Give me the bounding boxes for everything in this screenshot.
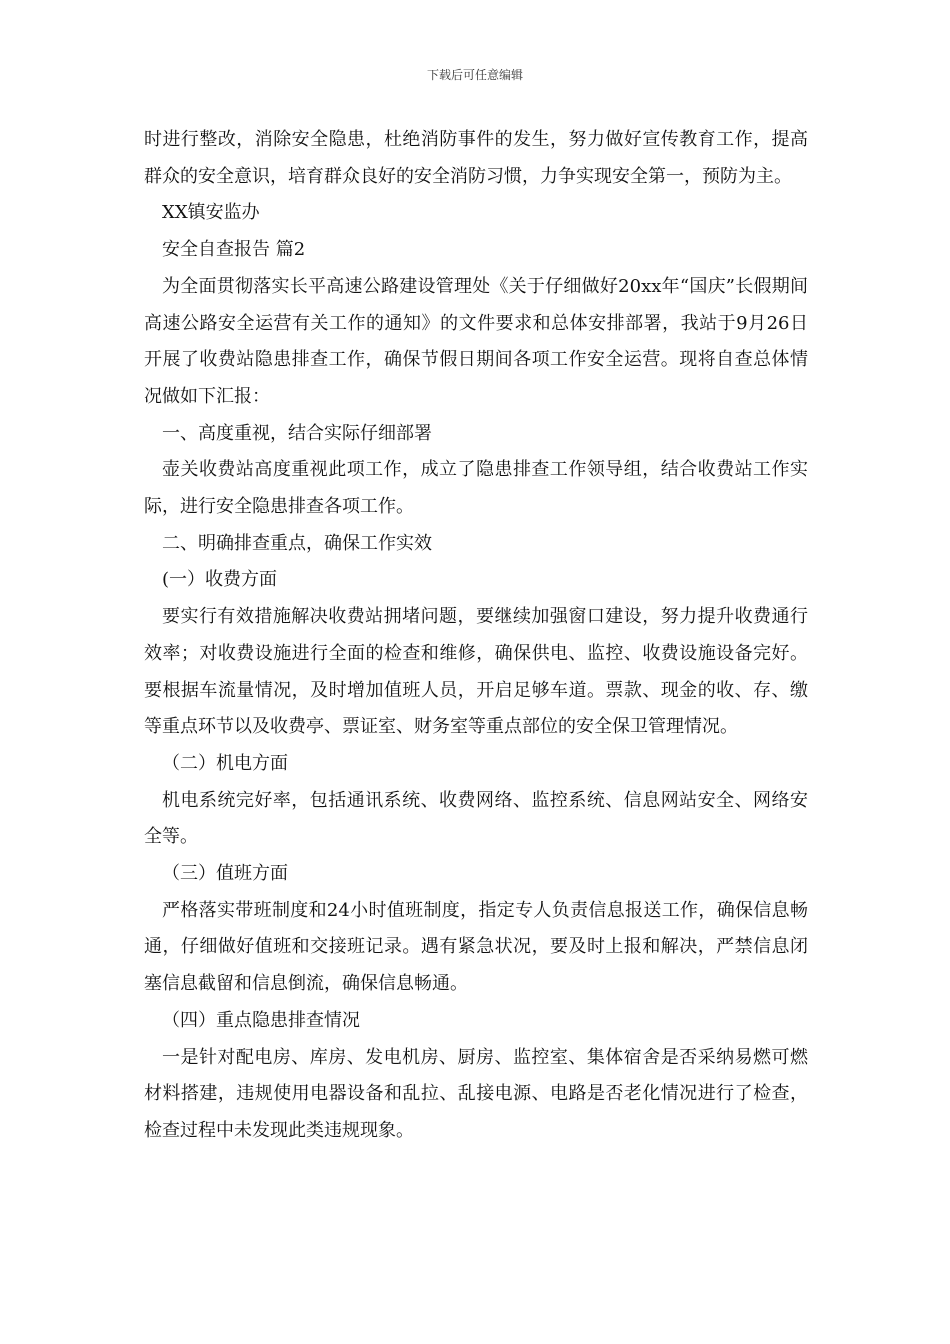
paragraph-intro: 为全面贯彻落实长平高速公路建设管理处《关于仔细做好20xx年“国庆”长假期间高速公路安全运营有关工作的通知》的文件要求和总体安排部署，我站于9月26日开展了收费站隐患排查工作，确保节假日期间各项工作安全运营。现将自查总体情况做如下汇报： — [144, 275, 808, 407]
paragraph: 壶关收费站高度重视此项工作，成立了隐患排查工作领导组，结合收费站工作实际，进行安全隐患排查各项工作。 — [144, 459, 808, 518]
paragraph: 要实行有效措施解决收费站拥堵问题，要继续加强窗口建设，努力提升收费通行效率；对收费设施进行全面的检查和维修，确保供电、监控、收费设施设备完好。要根据车流量情况，及时增加值班人员，开启足够车道。票款、现金的收、存、缴等重点环节以及收费亭、票证室、财务室等重点部位的安全保卫管理情况。 — [144, 606, 808, 738]
subheading-duty: （三）值班方面 — [162, 863, 288, 885]
page-header: 下载后可任意编辑 — [426, 68, 523, 82]
subheading-toll: (一）收费方面 — [162, 569, 278, 591]
paragraph: 机电系统完好率，包括通讯系统、收费网络、监控系统、信息网站安全、网络安全等。 — [144, 789, 808, 848]
document-body — [144, 122, 808, 1150]
signature-line: XX镇安监办 — [162, 202, 260, 224]
heading-2: 二、明确排查重点，确保工作实效 — [162, 532, 432, 554]
paragraph: 一是针对配电房、库房、发电机房、厨房、监控室、集体宿舍是否采纳易燃可燃材料搭建，违规使用电器设备和乱拉、乱接电源、电路是否老化情况进行了检查，检查过程中未发现此类违规现象。 — [144, 1046, 808, 1141]
paragraph-continuation: 时进行整改，消除安全隐患，杜绝消防事件的发生，努力做好宣传教育工作，提高群众的安全意识，培育群众良好的安全消防习惯，力争实现安全第一，预防为主。 — [144, 129, 808, 187]
section-title: 安全自查报告 篇2 — [162, 239, 306, 261]
subheading-electromechanical: （二）机电方面 — [162, 752, 288, 774]
subheading-hazards: （四）重点隐患排查情况 — [162, 1009, 360, 1031]
paragraph: 严格落实带班制度和24小时值班制度，指定专人负责信息报送工作，确保信息畅通，仔细做好值班和交接班记录。遇有紧急状况，要及时上报和解决，严禁信息闭塞信息截留和信息倒流，确保信息畅通。 — [144, 899, 808, 995]
heading-1: 一、高度重视，结合实际仔细部署 — [162, 422, 432, 444]
